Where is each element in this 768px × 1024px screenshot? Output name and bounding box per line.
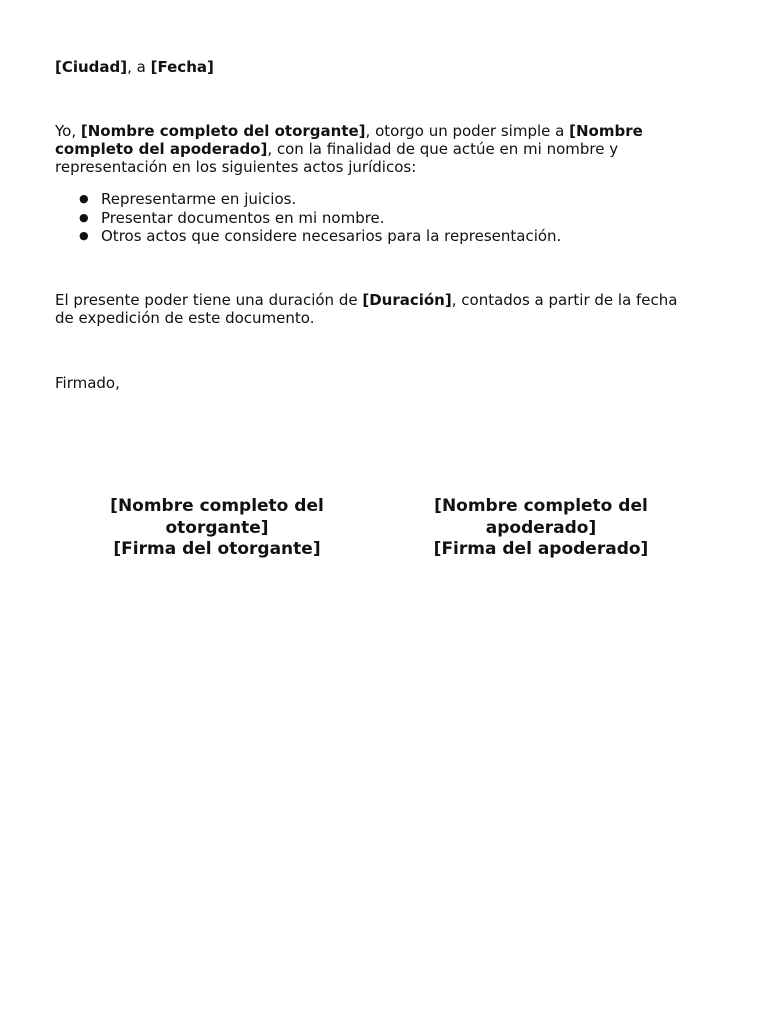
attorney-signature-name: [Nombre completo del apoderado] — [434, 496, 648, 538]
list-item-text: Otros actos que considere necesarios para la representación. — [101, 227, 562, 245]
legal-acts-list — [55, 190, 695, 246]
grantor-name-placeholder: [Nombre completo del otorgante] — [80, 122, 366, 140]
duration-paragraph — [55, 291, 695, 327]
duration-suffix: , contados a partir de la fecha de expedición de este documento. — [55, 291, 678, 327]
intro-prefix: Yo, — [55, 122, 81, 140]
date-placeholder: [Fecha] — [150, 58, 214, 76]
date-connector: , a — [127, 58, 151, 76]
list-item — [55, 227, 695, 246]
list-item-text: Representarme en juicios. — [101, 190, 297, 208]
grantor-signature-block — [87, 496, 347, 561]
closing-line: Firmado, — [55, 374, 120, 392]
city-placeholder: [Ciudad] — [55, 58, 128, 76]
bullet-icon: ● — [79, 210, 89, 224]
attorney-signature-block — [411, 496, 671, 561]
attorney-name-placeholder: [Nombre completo del apoderado] — [55, 122, 643, 158]
list-item-text: Presentar documentos en mi nombre. — [101, 208, 385, 227]
attorney-signature-line: [Firma del apoderado] — [433, 539, 649, 559]
duration-placeholder: [Duración] — [362, 291, 452, 309]
intro-suffix: , con la finalidad de que actúe en mi nombre y representación en los siguientes actos jurídicos: — [55, 140, 619, 176]
grantor-signature-line: [Firma del otorgante] — [113, 539, 321, 559]
intro-middle: , otorgo un poder simple a — [365, 122, 570, 140]
list-item — [55, 209, 695, 228]
intro-paragraph — [55, 122, 695, 176]
list-item — [55, 190, 695, 209]
place-date-line — [55, 58, 695, 76]
bullet-icon: ● — [79, 229, 89, 242]
bullet-icon: ● — [79, 192, 89, 205]
grantor-signature-name: [Nombre completo del otorgante] — [110, 496, 324, 538]
duration-prefix: El presente poder tiene una duración de — [55, 291, 363, 309]
